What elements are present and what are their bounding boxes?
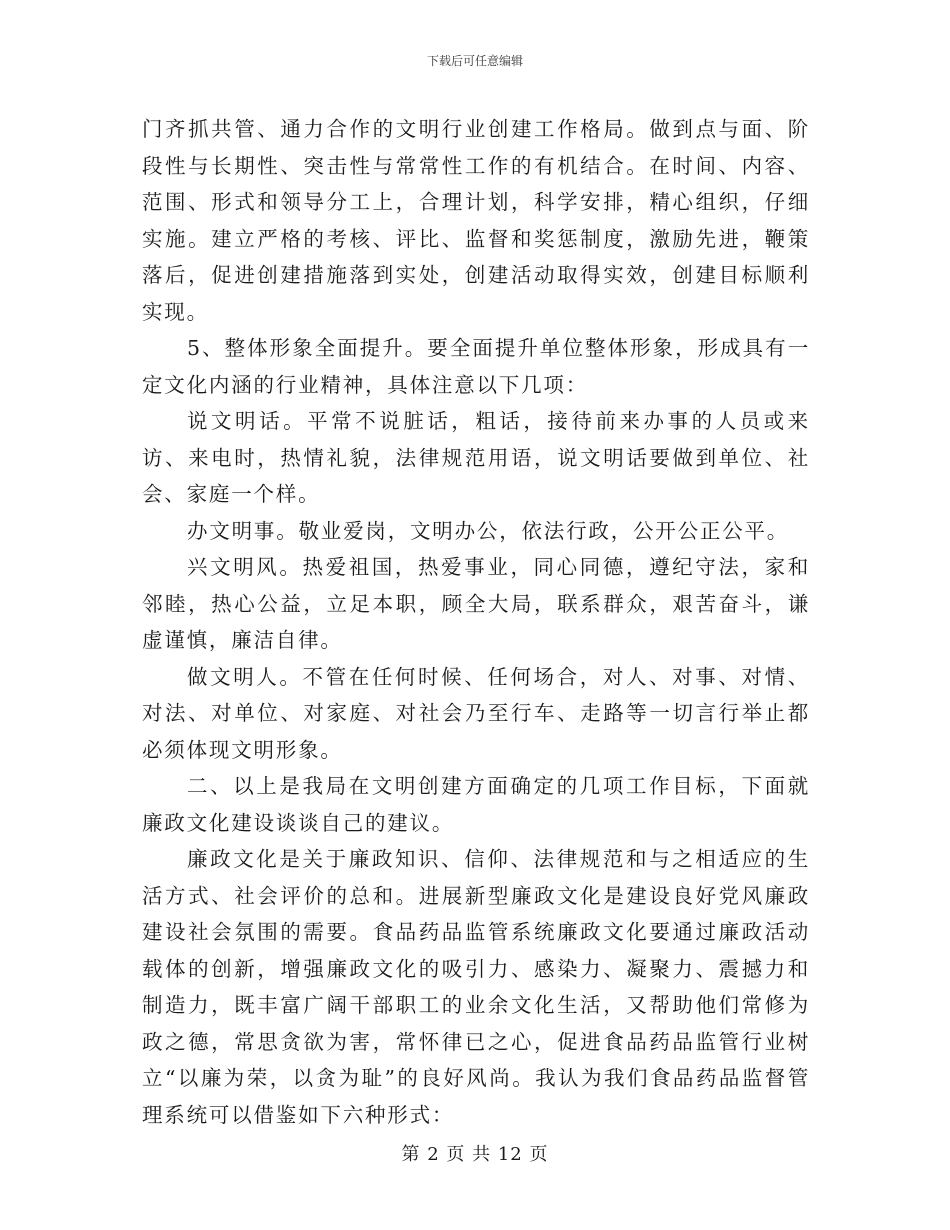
paragraph-civil-speech: 说文明话。平常不说脏话，粗话，接待前来办事的人员或来访、来电时，热情礼貌，法律规范用语，说文明话要做到单位、社会、家庭一个样。 — [142, 409, 810, 506]
paragraph-section-two: 二、以上是我局在文明创建方面确定的几项工作目标，下面就廉政文化建设谈谈自己的建议。 — [142, 774, 810, 835]
paragraph-civil-conduct: 办文明事。敬业爱岗，文明办公，依法行政，公开公正公平。 — [187, 518, 790, 543]
paragraph-continuation: 门齐抓共管、通力合作的文明行业创建工作格局。做到点与面、阶段性与长期性、突击性与常常性工作的有机结合。在时间、内容、范围、形式和领导分工上，合理计划，科学安排，精心组织，仔细实施。建立严格的考核、评比、监督和奖惩制度，激励先进，鞭策落后，促进创建措施落到实处，创建活动取得实效，创建目标顺利实现。 — [142, 117, 810, 324]
page-header: 下载后可任意编辑 — [426, 54, 523, 68]
paragraph-civil-person: 做文明人。不管在任何时候、任何场合，对人、对事、对情、对法、对单位、对家庭、对社会乃至行车、走路等一切言行举止都必须体现文明形象。 — [142, 664, 810, 762]
paragraph-item-5: 5、整体形象全面提升。要全面提升单位整体形象，形成具有一定文化内涵的行业精神，具体注意以下几项： — [142, 336, 810, 397]
document-body — [142, 111, 810, 1133]
page-number: 第 2 页 共 12 页 — [401, 1144, 549, 1165]
paragraph-civil-ethos: 兴文明风。热爱祖国，热爱事业，同心同德，遵纪守法，家和邻睦，热心公益，立足本职，顾全大局，联系群众，艰苦奋斗，谦虚谨慎，廉洁自律。 — [142, 555, 810, 652]
paragraph-integrity-culture: 廉政文化是关于廉政知识、信仰、法律规范和与之相适应的生活方式、社会评价的总和。进展新型廉政文化是建设良好党风廉政建设社会氛围的需要。食品药品监管系统廉政文化要通过廉政活动载体的创新，增强廉政文化的吸引力、感染力、凝聚力、震撼力和制造力，既丰富广阔干部职工的业余文化生活，又帮助他们常修为政之德，常思贪欲为害，常怀律已之心，促进食品药品监管行业树立“以廉为荣，以贪为耻”的良好风尚。我认为我们食品药品监督管理系统可以借鉴如下六种形式： — [142, 847, 810, 1127]
